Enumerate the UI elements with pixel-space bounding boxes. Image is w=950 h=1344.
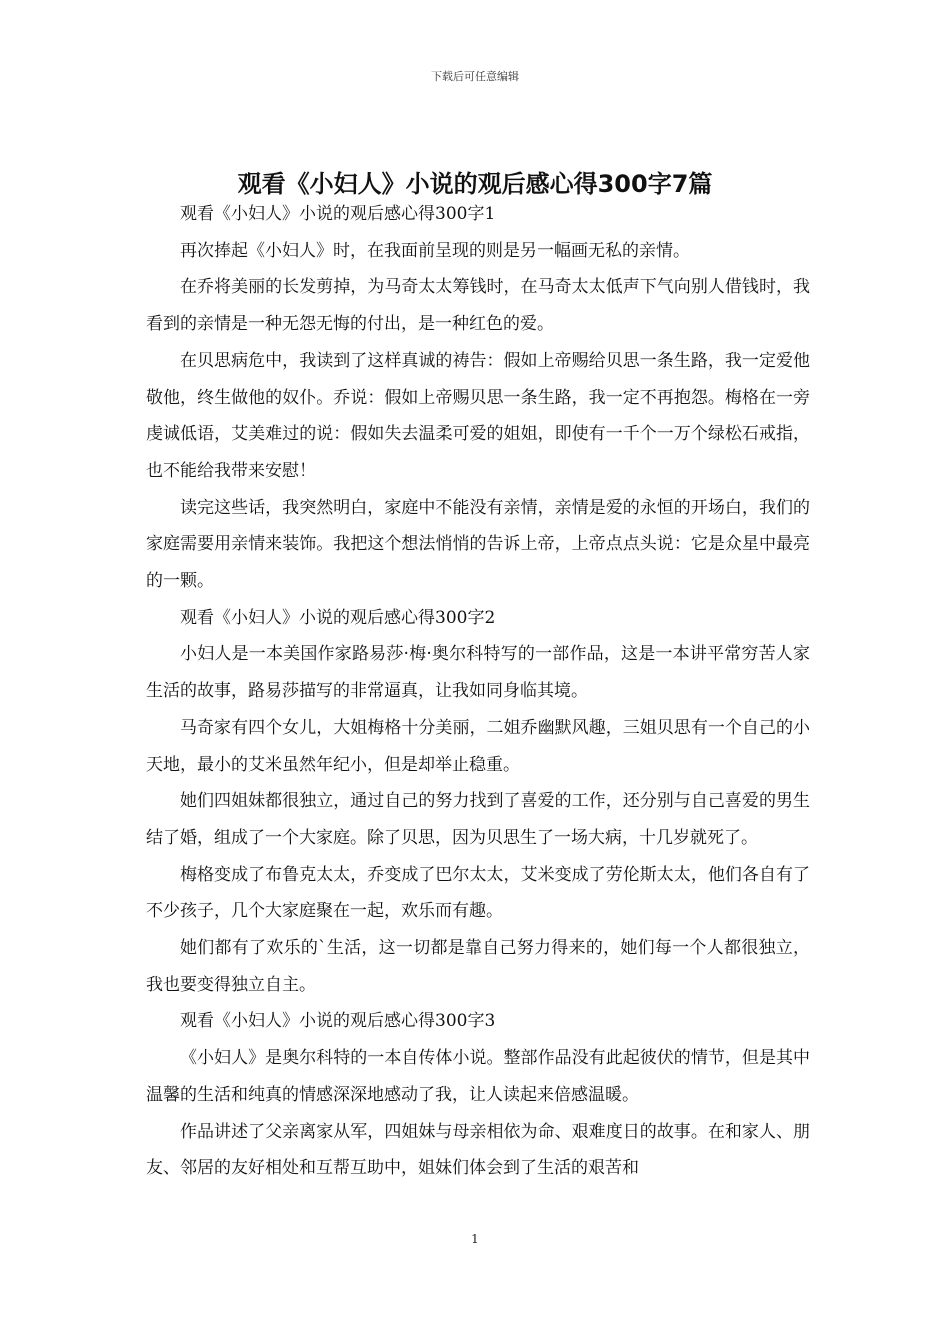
- document-title: 观看《小妇人》小说的观后感心得300字7篇: [237, 170, 713, 199]
- paragraph: 再次捧起《小妇人》时，在我面前呈现的则是另一幅画无私的亲情。: [180, 240, 690, 261]
- paragraph: 在乔将美丽的长发剪掉，为马奇太太筹钱时，在马奇太太低声下气向别人借钱时，我看到的亲情是一种无怨无悔的付出，是一种红色的爱。: [146, 277, 810, 335]
- paragraph: 在贝思病危中，我读到了这样真诚的祷告：假如上帝赐给贝思一条生路，我一定爱他敬他，终生做他的奴仆。乔说：假如上帝赐贝思一条生路，我一定不再抱怨。梅格在一旁虔诚低语，艾美难过的说：假如失去温柔可爱的姐姐，即使有一千个一万个绿松石戒指，也不能给我带来安慰！: [146, 350, 810, 481]
- paragraph: 《小妇人》是奥尔科特的一本自传体小说。整部作品没有此起彼伏的情节，但是其中温馨的生活和纯真的情感深深地感动了我，让人读起来倍感温暖。: [146, 1048, 810, 1105]
- section-heading: 观看《小妇人》小说的观后感心得300字2: [180, 607, 496, 628]
- paragraph: 读完这些话，我突然明白，家庭中不能没有亲情，亲情是爱的永恒的开场白，我们的家庭需要用亲情来装饰。我把这个想法悄悄的告诉上帝，上帝点点头说：它是众星中最亮的一颗。: [146, 497, 810, 592]
- document-body: [146, 196, 810, 1187]
- paragraph: 马奇家有四个女儿，大姐梅格十分美丽，二姐乔幽默风趣，三姐贝思有一个自己的小天地，最小的艾米虽然年纪小，但是却举止稳重。: [146, 717, 810, 775]
- paragraph: 作品讲述了父亲离家从军，四姐妹与母亲相依为命、艰难度日的故事。在和家人、朋友、邻居的友好相处和互帮互助中，姐妹们体会到了生活的艰苦和: [146, 1121, 810, 1179]
- paragraph: 她们四姐妹都很独立，通过自己的努力找到了喜爱的工作，还分别与自己喜爱的男生结了婚，组成了一个大家庭。除了贝思，因为贝思生了一场大病，十几岁就死了。: [146, 791, 810, 848]
- section-heading: 观看《小妇人》小说的观后感心得300字1: [180, 204, 496, 224]
- paragraph: 小妇人是一本美国作家路易莎·梅·奥尔科特写的一部作品，这是一本讲平常穷苦人家生活的故事，路易莎描写的非常逼真，让我如同身临其境。: [146, 644, 810, 702]
- section-heading: 观看《小妇人》小说的观后感心得300字3: [180, 1011, 496, 1032]
- paragraph: 她们都有了欢乐的`生活，这一切都是靠自己努力得来的，她们每一个人都很独立，我也要变得独立自主。: [146, 938, 810, 995]
- header-note: 下载后可任意编辑: [431, 70, 519, 83]
- page-number: 1: [471, 1232, 479, 1246]
- paragraph: 梅格变成了布鲁克太太，乔变成了巴尔太太，艾米变成了劳伦斯太太，他们各自有了不少孩子，几个大家庭聚在一起，欢乐而有趣。: [146, 864, 810, 922]
